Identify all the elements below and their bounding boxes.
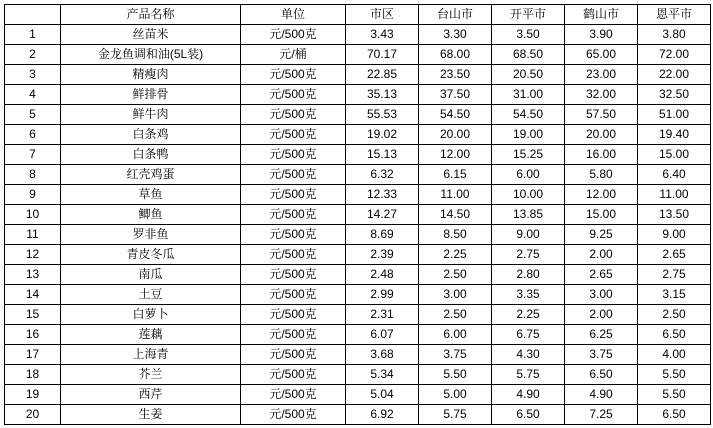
price-cell: 3.15	[638, 285, 711, 305]
product-unit: 元/500克	[241, 65, 346, 85]
price-cell: 5.00	[419, 385, 492, 405]
product-name: 芥兰	[61, 365, 241, 385]
table-row	[5, 285, 711, 305]
price-cell: 70.17	[346, 45, 419, 65]
table-header-row	[5, 5, 711, 25]
product-unit: 元/500克	[241, 225, 346, 245]
price-table-body	[5, 5, 711, 425]
row-index: 14	[5, 285, 61, 305]
price-table	[4, 4, 711, 425]
price-cell: 2.48	[346, 265, 419, 285]
price-cell: 15.00	[565, 205, 638, 225]
product-name: 生姜	[61, 405, 241, 425]
table-row	[5, 185, 711, 205]
table-row	[5, 225, 711, 245]
price-cell: 22.00	[638, 65, 711, 85]
table-row	[5, 65, 711, 85]
table-row	[5, 125, 711, 145]
row-index: 4	[5, 85, 61, 105]
product-unit: 元/500克	[241, 325, 346, 345]
price-cell: 15.13	[346, 145, 419, 165]
price-cell: 15.00	[638, 145, 711, 165]
column-header-2: 单位	[241, 5, 346, 25]
price-cell: 3.35	[492, 285, 565, 305]
price-cell: 20.00	[419, 125, 492, 145]
product-name: 金龙鱼调和油(5L装)	[61, 45, 241, 65]
product-unit: 元/500克	[241, 245, 346, 265]
price-cell: 57.50	[565, 105, 638, 125]
price-cell: 6.00	[492, 165, 565, 185]
product-name: 丝苗米	[61, 25, 241, 45]
price-cell: 22.85	[346, 65, 419, 85]
table-row	[5, 345, 711, 365]
price-cell: 32.00	[565, 85, 638, 105]
table-row	[5, 145, 711, 165]
price-cell: 6.50	[638, 325, 711, 345]
row-index: 6	[5, 125, 61, 145]
price-cell: 12.33	[346, 185, 419, 205]
product-name: 莲藕	[61, 325, 241, 345]
price-cell: 10.00	[492, 185, 565, 205]
product-name: 鲜排骨	[61, 85, 241, 105]
price-cell: 2.25	[419, 245, 492, 265]
table-row	[5, 165, 711, 185]
product-unit: 元/桶	[241, 45, 346, 65]
price-cell: 2.50	[638, 305, 711, 325]
row-index: 16	[5, 325, 61, 345]
price-cell: 13.50	[638, 205, 711, 225]
price-cell: 5.50	[638, 365, 711, 385]
table-row	[5, 365, 711, 385]
price-cell: 2.00	[565, 305, 638, 325]
price-cell: 3.00	[565, 285, 638, 305]
row-index: 10	[5, 205, 61, 225]
column-header-3: 市区	[346, 5, 419, 25]
row-index: 7	[5, 145, 61, 165]
price-cell: 6.75	[492, 325, 565, 345]
price-cell: 2.39	[346, 245, 419, 265]
product-unit: 元/500克	[241, 25, 346, 45]
price-cell: 3.68	[346, 345, 419, 365]
price-cell: 31.00	[492, 85, 565, 105]
column-header-0	[5, 5, 61, 25]
product-name: 罗非鱼	[61, 225, 241, 245]
row-index: 8	[5, 165, 61, 185]
product-name: 草鱼	[61, 185, 241, 205]
price-cell: 16.00	[565, 145, 638, 165]
price-cell: 11.00	[419, 185, 492, 205]
price-cell: 5.04	[346, 385, 419, 405]
price-cell: 6.50	[638, 405, 711, 425]
product-unit: 元/500克	[241, 385, 346, 405]
price-cell: 2.75	[638, 265, 711, 285]
row-index: 15	[5, 305, 61, 325]
table-row	[5, 205, 711, 225]
price-cell: 3.75	[419, 345, 492, 365]
table-row	[5, 25, 711, 45]
product-unit: 元/500克	[241, 165, 346, 185]
product-name: 南瓜	[61, 265, 241, 285]
price-cell: 55.53	[346, 105, 419, 125]
price-cell: 6.00	[419, 325, 492, 345]
product-name: 白条鸭	[61, 145, 241, 165]
product-name: 上海青	[61, 345, 241, 365]
row-index: 11	[5, 225, 61, 245]
product-unit: 元/500克	[241, 125, 346, 145]
row-index: 2	[5, 45, 61, 65]
column-header-1: 产品名称	[61, 5, 241, 25]
row-index: 3	[5, 65, 61, 85]
price-cell: 6.50	[492, 405, 565, 425]
row-index: 19	[5, 385, 61, 405]
price-cell: 9.00	[492, 225, 565, 245]
product-unit: 元/500克	[241, 105, 346, 125]
price-cell: 23.00	[565, 65, 638, 85]
column-header-4: 台山市	[419, 5, 492, 25]
price-cell: 14.50	[419, 205, 492, 225]
price-cell: 6.50	[565, 365, 638, 385]
price-cell: 5.80	[565, 165, 638, 185]
price-cell: 2.99	[346, 285, 419, 305]
product-name: 鲜牛肉	[61, 105, 241, 125]
price-cell: 2.50	[419, 305, 492, 325]
price-cell: 2.31	[346, 305, 419, 325]
row-index: 20	[5, 405, 61, 425]
table-row	[5, 265, 711, 285]
product-unit: 元/500克	[241, 265, 346, 285]
product-name: 土豆	[61, 285, 241, 305]
price-cell: 4.90	[492, 385, 565, 405]
price-cell: 51.00	[638, 105, 711, 125]
price-cell: 37.50	[419, 85, 492, 105]
product-name: 精瘦肉	[61, 65, 241, 85]
product-unit: 元/500克	[241, 145, 346, 165]
price-cell: 3.00	[419, 285, 492, 305]
price-cell: 35.13	[346, 85, 419, 105]
product-name: 青皮冬瓜	[61, 245, 241, 265]
price-cell: 20.50	[492, 65, 565, 85]
price-cell: 14.27	[346, 205, 419, 225]
price-cell: 54.50	[492, 105, 565, 125]
price-cell: 3.90	[565, 25, 638, 45]
product-unit: 元/500克	[241, 405, 346, 425]
price-cell: 2.00	[565, 245, 638, 265]
table-row	[5, 305, 711, 325]
price-cell: 5.34	[346, 365, 419, 385]
price-cell: 3.30	[419, 25, 492, 45]
price-cell: 6.15	[419, 165, 492, 185]
price-cell: 68.00	[419, 45, 492, 65]
price-cell: 2.25	[492, 305, 565, 325]
price-cell: 72.00	[638, 45, 711, 65]
price-cell: 12.00	[419, 145, 492, 165]
row-index: 5	[5, 105, 61, 125]
price-cell: 5.75	[492, 365, 565, 385]
price-cell: 19.00	[492, 125, 565, 145]
row-index: 1	[5, 25, 61, 45]
price-cell: 6.25	[565, 325, 638, 345]
product-name: 西芹	[61, 385, 241, 405]
table-row	[5, 105, 711, 125]
price-cell: 23.50	[419, 65, 492, 85]
product-name: 红壳鸡蛋	[61, 165, 241, 185]
column-header-5: 开平市	[492, 5, 565, 25]
price-cell: 8.69	[346, 225, 419, 245]
column-header-6: 鹤山市	[565, 5, 638, 25]
price-cell: 13.85	[492, 205, 565, 225]
price-cell: 5.50	[419, 365, 492, 385]
price-cell: 9.00	[638, 225, 711, 245]
price-cell: 19.02	[346, 125, 419, 145]
product-unit: 元/500克	[241, 205, 346, 225]
price-cell: 19.40	[638, 125, 711, 145]
price-cell: 2.75	[492, 245, 565, 265]
price-cell: 6.40	[638, 165, 711, 185]
price-cell: 3.75	[565, 345, 638, 365]
table-row	[5, 325, 711, 345]
price-cell: 4.30	[492, 345, 565, 365]
price-cell: 4.90	[565, 385, 638, 405]
product-unit: 元/500克	[241, 365, 346, 385]
table-row	[5, 405, 711, 425]
price-cell: 6.32	[346, 165, 419, 185]
price-cell: 2.80	[492, 265, 565, 285]
price-cell: 3.50	[492, 25, 565, 45]
product-name: 白萝卜	[61, 305, 241, 325]
price-cell: 5.50	[638, 385, 711, 405]
price-cell: 20.00	[565, 125, 638, 145]
row-index: 9	[5, 185, 61, 205]
row-index: 17	[5, 345, 61, 365]
price-cell: 4.00	[638, 345, 711, 365]
price-cell: 5.75	[419, 405, 492, 425]
price-cell: 2.50	[419, 265, 492, 285]
product-unit: 元/500克	[241, 285, 346, 305]
price-cell: 7.25	[565, 405, 638, 425]
price-cell: 2.65	[638, 245, 711, 265]
price-cell: 2.65	[565, 265, 638, 285]
column-header-7: 恩平市	[638, 5, 711, 25]
price-cell: 8.50	[419, 225, 492, 245]
row-index: 12	[5, 245, 61, 265]
product-unit: 元/500克	[241, 185, 346, 205]
product-unit: 元/500克	[241, 305, 346, 325]
price-cell: 65.00	[565, 45, 638, 65]
price-cell: 68.50	[492, 45, 565, 65]
table-row	[5, 385, 711, 405]
product-name: 鲫鱼	[61, 205, 241, 225]
price-cell: 6.07	[346, 325, 419, 345]
price-cell: 11.00	[638, 185, 711, 205]
price-cell: 3.80	[638, 25, 711, 45]
table-row	[5, 85, 711, 105]
price-cell: 9.25	[565, 225, 638, 245]
price-cell: 54.50	[419, 105, 492, 125]
table-row	[5, 245, 711, 265]
table-row	[5, 45, 711, 65]
price-cell: 3.43	[346, 25, 419, 45]
price-cell: 32.50	[638, 85, 711, 105]
price-cell: 6.92	[346, 405, 419, 425]
product-name: 白条鸡	[61, 125, 241, 145]
price-cell: 15.25	[492, 145, 565, 165]
product-unit: 元/500克	[241, 85, 346, 105]
price-cell: 12.00	[565, 185, 638, 205]
row-index: 13	[5, 265, 61, 285]
product-unit: 元/500克	[241, 345, 346, 365]
row-index: 18	[5, 365, 61, 385]
